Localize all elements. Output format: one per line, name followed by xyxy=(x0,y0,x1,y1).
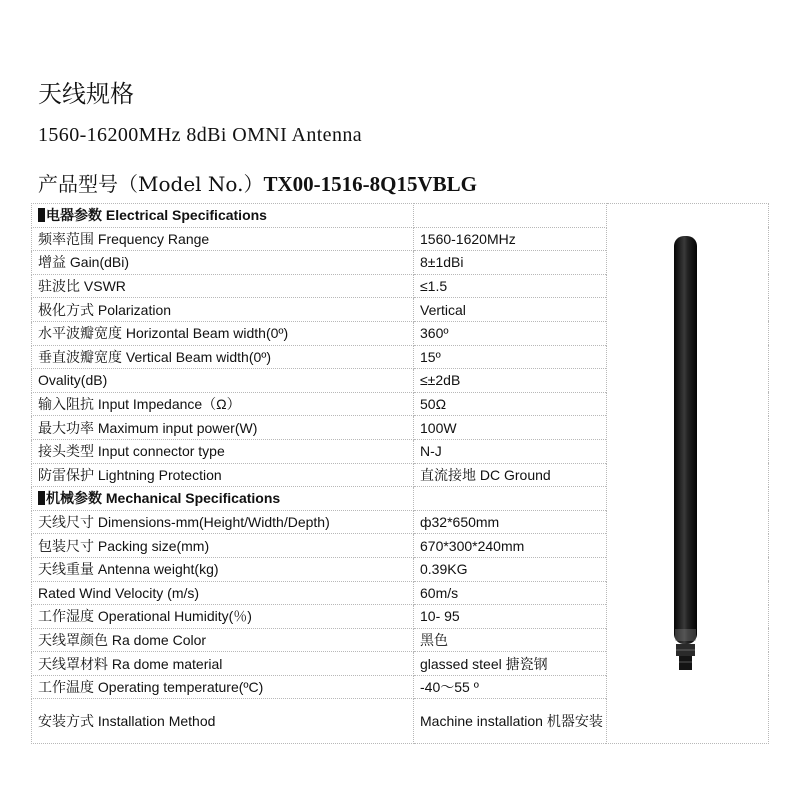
spec-value: 15º xyxy=(414,345,607,369)
spec-label: 输入阻抗 Input Impedance（Ω） xyxy=(32,392,414,416)
spec-value: -40～55 º xyxy=(414,675,607,699)
spec-value: ф32*650mm xyxy=(414,510,607,534)
spec-value: 黑色 xyxy=(414,628,607,652)
spec-value: ≤±2dB xyxy=(414,369,607,393)
section-title xyxy=(32,204,414,228)
spec-value: 10- 95 xyxy=(414,605,607,629)
spec-label: Rated Wind Velocity (m/s) xyxy=(32,581,414,605)
spec-label: 接头类型 Input connector type xyxy=(32,439,414,463)
spec-label: 频率范围 Frequency Range xyxy=(32,227,414,251)
spec-value: ≤1.5 xyxy=(414,274,607,298)
spec-label: Ovality(dB) xyxy=(32,369,414,393)
spec-label: 工作温度 Operating temperature(ºC) xyxy=(32,675,414,699)
spec-label: 工作湿度 Operational Humidity(％) xyxy=(32,605,414,629)
product-image-cell xyxy=(607,204,769,744)
spec-label: 防雷保护 Lightning Protection xyxy=(32,463,414,487)
spec-value: 100W xyxy=(414,416,607,440)
spec-label: 天线尺寸 Dimensions-mm(Height/Width/Depth) xyxy=(32,510,414,534)
electrical-section-header xyxy=(32,204,769,228)
spec-label: 驻波比 VSWR xyxy=(32,274,414,298)
spec-label: 水平波瓣宽度 Horizontal Beam width(0º) xyxy=(32,321,414,345)
spec-value: 670*300*240mm xyxy=(414,534,607,558)
spec-table xyxy=(31,203,768,731)
spec-value: N-J xyxy=(414,439,607,463)
spec-label: 垂直波瓣宽度 Vertical Beam width(0º) xyxy=(32,345,414,369)
antenna-connector xyxy=(679,656,692,670)
antenna-radome xyxy=(674,236,697,644)
spec-value: 直流接地 DC Ground xyxy=(414,463,607,487)
model-number-line xyxy=(38,168,477,197)
spec-value: glassed steel 搪瓷钢 xyxy=(414,652,607,676)
spec-value: 1560-1620MHz xyxy=(414,227,607,251)
antenna-label-band xyxy=(675,629,696,641)
section-marker-icon xyxy=(38,208,45,222)
spec-value: 60m/s xyxy=(414,581,607,605)
spec-label: 包装尺寸 Packing size(mm) xyxy=(32,534,414,558)
page-title: 天线规格 xyxy=(38,80,134,108)
spec-label: 天线重量 Antenna weight(kg) xyxy=(32,557,414,581)
product-subtitle: 1560-16200MHz 8dBi OMNI Antenna xyxy=(38,124,363,146)
spec-label: 极化方式 Polarization xyxy=(32,298,414,322)
spec-label: 增益 Gain(dBi) xyxy=(32,251,414,275)
antenna-image xyxy=(607,204,769,732)
spec-value: Machine installation 机器安装 xyxy=(414,699,607,744)
section-empty-cell xyxy=(414,204,607,228)
spec-value: 8±1dBi xyxy=(414,251,607,275)
model-number: TX00-1516-8Q15VBLG xyxy=(263,172,477,196)
spec-label: 天线罩颜色 Ra dome Color xyxy=(32,628,414,652)
spec-label: 天线罩材料 Ra dome material xyxy=(32,652,414,676)
spec-label: 安装方式 Installation Method xyxy=(32,699,414,744)
section-title-text: 机械参数 Mechanical Specifications xyxy=(46,490,281,507)
spec-value: Vertical xyxy=(414,298,607,322)
section-title xyxy=(32,487,414,511)
spec-value: 360º xyxy=(414,321,607,345)
spec-value: 50Ω xyxy=(414,392,607,416)
spec-value: 0.39KG xyxy=(414,557,607,581)
section-title-text: 电器参数 Electrical Specifications xyxy=(46,207,267,224)
section-empty-cell xyxy=(414,487,607,511)
model-prefix: 产品型号（Model No.） xyxy=(38,172,264,196)
spec-label: 最大功率 Maximum input power(W) xyxy=(32,416,414,440)
section-marker-icon xyxy=(38,491,45,505)
